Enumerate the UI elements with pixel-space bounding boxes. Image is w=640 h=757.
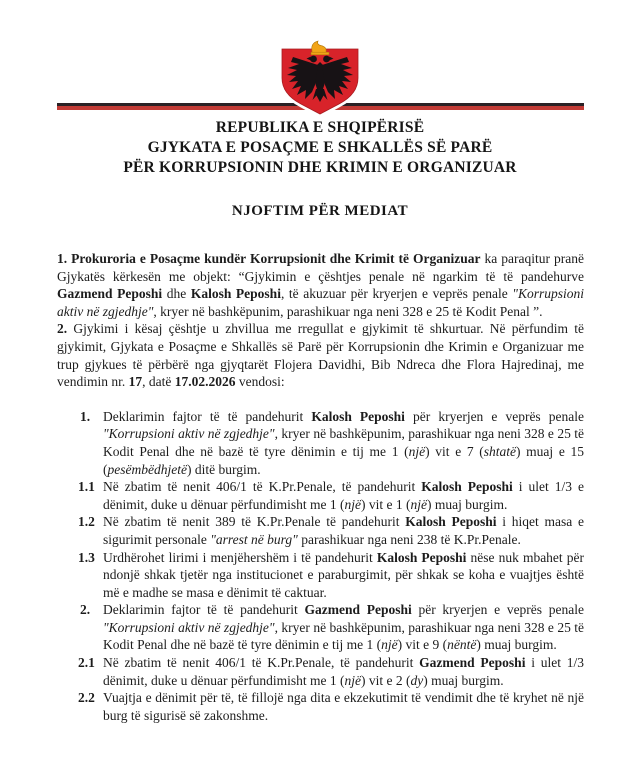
decision-list-item: 2. Deklarimin fajtor të të pandehurit Gazmend Peposhi për kryerjen e veprës penale "Korrupsioni aktiv në zgjedhje", kryer në bashkëpunim, parashikuar nga neni 328 e 25 të Kodit Penal dhe në bazë të tyre dënimin e tij me 1 (një) vit e 9 (nëntë) muaj burgim. [80,602,585,653]
albania-coat-of-arms-icon [278,40,362,118]
list-item-number: 1.1 [78,479,95,495]
list-item-number: 1.2 [78,514,95,530]
document-title: NJOFTIM PËR MEDIAT [231,203,409,219]
letterhead-line-court: GJYKATA E POSAÇME E SHKALLËS SË PARË [147,139,493,156]
letterhead-line-republic: REPUBLIKA E SHQIPËRISË [215,119,425,136]
decision-list-item: 2.1 Në zbatim të nenit 406/1 të K.Pr.Penale, të pandehurit Gazmend Peposhi i ulet 1/3 dënimit, duke u dënuar përfundimisht me 1 (një) vit e 2 (dy) muaj burgim. [78,655,584,688]
letterhead [0,118,640,178]
decision-list-item: 1. Deklarimin fajtor të të pandehurit Kalosh Peposhi për kryerjen e veprës penale "Korrupsioni aktiv në zgjedhje", kryer në bashkëpunim, parashikuar nga neni 328 e 25 të Kodit Penal dhe në bazë të tyre dënimin e tij me 1 (një) vit e 7 (shtatë) muaj e 15 (pesëmbëdhjetë) ditë burgim. [80,408,585,477]
letterhead-line-jurisdiction: PËR KORRUPSIONIN DHE KRIMIN E ORGANIZUAR [123,159,517,176]
decision-list-item: 1.1 Në zbatim të nenit 406/1 të K.Pr.Penale, të pandehurit Kalosh Peposhi i ulet 1/3 e dënimit, duke u dënuar përfundimisht me 1 (një) vit e 1 (një) muaj burgim. [78,479,584,512]
list-item-number: 2. [80,602,91,618]
list-item-number: 1.3 [78,549,95,565]
masthead [0,0,640,118]
list-item-number: 2.2 [78,690,95,706]
decision-list-item: 2.2 Vuajtja e dënimit për të, të fillojë nga dita e ekzekutimit të vendimit dhe të kryhet në një burg të sigurisë së zakonshme. [78,690,584,723]
body-paragraph: 2. Gjykimi i kësaj çështje u zhvillua me rregullat e gjykimit të shkurtuar. Në përfundim të gjykimit, Gjykata e Posaçme e Shkallës së Parë për Korrupsionin dhe Krimin e Organizuar me trup gjykues të përbërë nga gjyqtarët Flojera Davidhi, Bib Ndreca dhe Flora Hajredinaj, me vendimin nr. 17, datë 17.02.2026 vendosi: [57,321,584,390]
list-item-number: 1. [80,408,91,424]
body-paragraph: 1. Prokuroria e Posaçme kundër Korrupsionit dhe Krimit të Organizuar ka paraqitur pranë Gjykatës kërkesën me objekt: “Gjykimin e çështjes penale në ngarkim të të pandehurve Gazmend Peposhi dhe Kalosh Peposhi, të akuzuar për kryerjen e veprës penale "Korrupsioni aktiv në zgjedhje", kryer në bashkëpunim, parashikuar nga neni 328 e 25 të Kodit Penal ”. [57,251,584,319]
decision-list-item: 1.3 Urdhërohet lirimi i menjëhershëm i të pandehurit Kalosh Peposhi nëse nuk mbahet për ndonjë shkak tjetër nga institucionet e paraburgimit, për shkak se koha e vuajtjes është më e madhe se masa e dënimit të caktuar. [78,549,585,600]
decision-list-item: 1.2 Në zbatim të nenit 389 të K.Pr.Penale të pandehurit Kalosh Peposhi i hiqet masa e sigurimit personale "arrest në burg" parashikuar nga neni 238 të K.Pr.Penale. [78,514,584,547]
list-item-number: 2.1 [78,655,95,671]
document-body [57,250,584,724]
